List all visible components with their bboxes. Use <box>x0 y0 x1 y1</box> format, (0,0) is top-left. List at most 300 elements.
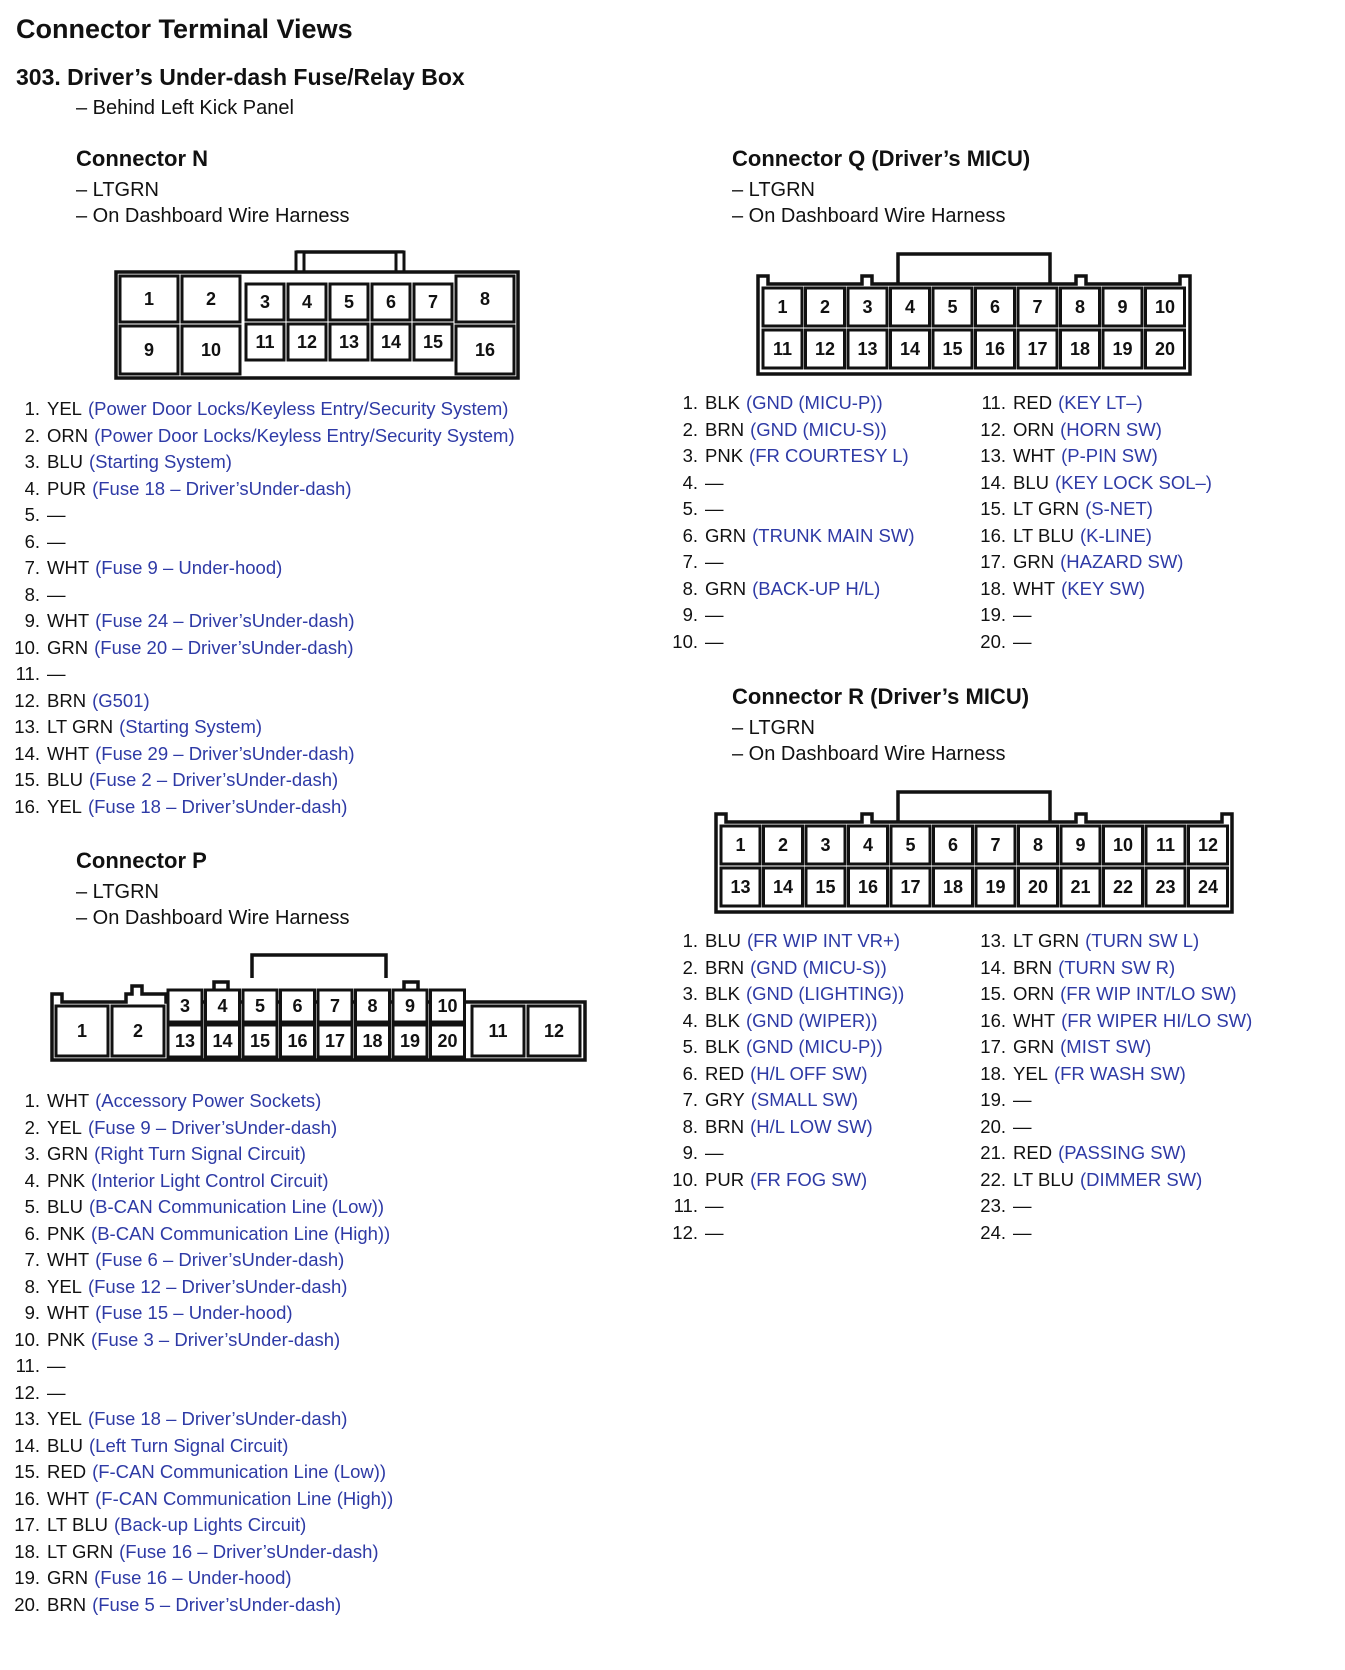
connector-n-cavity <box>456 276 514 322</box>
connector-q-cavity <box>848 288 887 326</box>
pin-number: 15. <box>14 769 40 790</box>
wire-color: RED <box>705 1062 745 1084</box>
cavity-label: 16 <box>984 339 1006 359</box>
wire-color: ORN <box>47 424 89 446</box>
pin-function: (DIMMER SW) <box>1080 1168 1203 1190</box>
pin-function: (Fuse 9 – Under-hood) <box>95 557 283 578</box>
pin-number: 8. <box>682 577 698 599</box>
pin-number: 3. <box>24 1143 40 1164</box>
connector-r-latch <box>898 792 1050 822</box>
pin-number: 4. <box>682 1009 698 1031</box>
cavity-label: 16 <box>287 1031 308 1051</box>
pin-function: (Fuse 9 – Driver’sUnder-dash) <box>87 1116 338 1138</box>
connector-r-pin-row <box>666 930 904 957</box>
section-title: 303. Driver’s Under-dash Fuse/Relay Box <box>16 64 465 90</box>
pin-function: (HAZARD SW) <box>1060 551 1184 572</box>
wire-color: YEL <box>47 398 82 419</box>
connector-q-cavity <box>848 330 887 368</box>
connector-r-cavity <box>1189 868 1228 906</box>
pin-function: (KEY LT–) <box>1058 392 1143 413</box>
connector-q-cavity <box>1103 330 1142 368</box>
cavity-label: 1 <box>735 835 746 855</box>
connector-q-title: Connector Q (Driver’s MICU) <box>732 146 1031 171</box>
wire-color: — <box>1013 604 1032 625</box>
connector-q-diagram <box>758 254 1190 374</box>
cavity-label: 3 <box>179 996 191 1016</box>
connector-p-pin-row <box>8 1567 393 1594</box>
pin-number: 23. <box>980 1195 1006 1216</box>
wire-color: GRN <box>47 1143 89 1164</box>
connector-n-pin-row <box>8 663 515 690</box>
wire-color: YEL <box>1013 1062 1048 1084</box>
cavity-label: 9 <box>404 996 416 1016</box>
wire-color: BLK <box>705 1036 740 1057</box>
connector-n-location: – On Dashboard Wire Harness <box>76 205 350 227</box>
connector-r-cavity <box>764 868 803 906</box>
connector-n-cavity <box>372 324 410 360</box>
connector-p-pin-row <box>8 1329 393 1356</box>
pin-number: 15. <box>14 1461 40 1482</box>
connector-p-cavity <box>356 1025 390 1057</box>
pin-number: 10. <box>672 630 698 652</box>
pin-function: (TRUNK MAIN SW) <box>752 524 915 546</box>
wire-color: PNK <box>47 1222 86 1244</box>
connector-r-pin-row <box>974 1195 1252 1222</box>
connector-q-cavity <box>933 330 972 368</box>
wire-color: — <box>705 1195 724 1216</box>
connector-n-pin-row <box>8 478 515 505</box>
pin-number: 11. <box>981 392 1006 413</box>
wire-color: BLU <box>47 451 83 472</box>
wire-color: — <box>1013 1089 1032 1110</box>
pin-function: (Fuse 29 – Driver’sUnder-dash) <box>95 742 355 764</box>
cavity-label: 14 <box>899 339 921 359</box>
pin-number: 4. <box>24 477 40 499</box>
connector-r-pin-row <box>666 1222 904 1249</box>
connector-r-cavity <box>1146 868 1185 906</box>
connector-n-pin-row <box>8 584 515 611</box>
connector-p-pin-row <box>8 1408 393 1435</box>
pin-function: (F-CAN Communication Line (High)) <box>95 1487 394 1509</box>
connector-q-pin-row <box>974 578 1212 605</box>
pin-function: (GND (LIGHTING)) <box>745 983 905 1004</box>
connector-q-cavity <box>1146 330 1185 368</box>
pin-function: (Interior Light Control Circuit) <box>91 1169 329 1191</box>
connector-r-cavity <box>1104 868 1143 906</box>
pin-number: 24. <box>980 1221 1006 1243</box>
connector-q-pin-row <box>666 472 915 499</box>
cavity-label: 12 <box>543 1021 565 1041</box>
connector-p-pin-row <box>8 1090 393 1117</box>
cavity-label: 11 <box>488 1021 508 1041</box>
connector-p-cavity <box>168 1025 202 1057</box>
pin-function: (Fuse 24 – Driver’sUnder-dash) <box>95 610 355 631</box>
wire-color: BLK <box>705 983 740 1004</box>
connector-r-cavity <box>721 826 760 864</box>
connector-r-pin-row <box>974 1036 1252 1063</box>
pin-function: (Accessory Power Sockets) <box>95 1090 322 1111</box>
section-subtitle: – Behind Left Kick Panel <box>76 97 294 119</box>
wire-color: — <box>47 1381 66 1403</box>
cavity-label: 14 <box>212 1031 233 1051</box>
cavity-label: 4 <box>301 292 313 312</box>
cavity-label: 2 <box>819 297 831 317</box>
pin-number: 3. <box>682 983 698 1004</box>
pin-function: (K-LINE) <box>1080 524 1152 546</box>
pin-number: 18. <box>14 1540 40 1562</box>
pin-function: (GND (MICU-S)) <box>750 418 887 440</box>
pin-number: 6. <box>682 1062 698 1084</box>
wire-color: WHT <box>1013 1009 1056 1031</box>
connector-p-cavity <box>206 990 240 1022</box>
connector-p-cavity <box>393 1025 427 1057</box>
connector-n-pin-row <box>8 743 515 770</box>
pin-function: (B-CAN Communication Line (High)) <box>91 1222 391 1244</box>
wire-color: — <box>705 471 724 493</box>
cavity-label: 1 <box>143 289 155 309</box>
cavity-label: 12 <box>296 332 318 352</box>
cavity-label: 3 <box>259 292 271 312</box>
connector-r-diagram <box>716 792 1232 912</box>
connector-r-cavity <box>934 826 973 864</box>
connector-q-pin-row <box>666 631 915 658</box>
connector-r-cavity <box>1019 868 1058 906</box>
cavity-label: 9 <box>1117 297 1128 317</box>
pin-function: (Right Turn Signal Circuit) <box>94 1143 306 1164</box>
cavity-label: 2 <box>132 1021 144 1041</box>
pin-number: 11. <box>15 663 40 684</box>
pin-number: 15. <box>980 983 1006 1004</box>
pin-number: 9. <box>24 610 40 631</box>
pin-number: 9. <box>682 1142 698 1163</box>
pin-function: (Fuse 3 – Driver’sUnder-dash) <box>91 1328 341 1350</box>
cavity-label: 4 <box>862 835 874 855</box>
connector-r-pin-row <box>974 930 1252 957</box>
wire-color: YEL <box>47 1408 82 1429</box>
wire-color: RED <box>1013 1142 1053 1163</box>
pin-function: (Fuse 18 – Driver’sUnder-dash) <box>92 477 352 499</box>
pin-number: 3. <box>24 451 40 472</box>
connector-n-cavity <box>414 324 452 360</box>
wire-color: PNK <box>47 1328 86 1350</box>
connector-p-cavity <box>281 1025 315 1057</box>
wire-color: — <box>47 663 66 684</box>
connector-q-cavity <box>976 330 1015 368</box>
pin-number: 10. <box>672 1168 698 1190</box>
cavity-label: 19 <box>1112 339 1133 359</box>
wire-color: GRN <box>1013 1036 1055 1057</box>
connector-r-cavity <box>849 868 888 906</box>
cavity-label: 5 <box>343 292 355 312</box>
pin-number: 8. <box>24 1275 40 1297</box>
connector-r-location: – On Dashboard Wire Harness <box>732 743 1006 765</box>
pin-number: 1. <box>24 398 40 419</box>
pin-number: 14. <box>14 742 40 764</box>
pin-number: 12. <box>14 1381 40 1403</box>
connector-p-pin-row <box>8 1435 393 1462</box>
connector-p-title: Connector P <box>76 848 207 873</box>
connector-n-cavity <box>246 284 284 320</box>
cavity-label: 13 <box>174 1031 196 1051</box>
pin-number: 20. <box>980 630 1006 652</box>
pin-number: 5. <box>24 504 40 525</box>
cavity-label: 16 <box>474 340 496 360</box>
pin-function: (Fuse 15 – Under-hood) <box>95 1302 293 1323</box>
connector-q-cavity <box>806 288 845 326</box>
wire-color: GRN <box>47 636 89 658</box>
connector-p-cavity <box>472 1006 524 1056</box>
connector-q-cavity <box>806 330 845 368</box>
wire-color: YEL <box>47 1116 82 1138</box>
wire-color: BRN <box>47 689 87 711</box>
connector-r-color: – LTGRN <box>732 717 815 739</box>
pin-function: (G501) <box>92 689 150 711</box>
pin-number: 2. <box>682 956 698 978</box>
connector-r-pin-row <box>666 1142 904 1169</box>
connector-r-pin-row <box>666 1036 904 1063</box>
pin-function: (FR WASH SW) <box>1053 1062 1186 1084</box>
cavity-label: 8 <box>367 996 378 1016</box>
connector-q-pin-row <box>974 604 1212 631</box>
wire-color: — <box>705 604 724 625</box>
connector-n-cavity <box>246 324 284 360</box>
wire-color: BLK <box>705 392 740 413</box>
pin-number: 7. <box>24 557 40 578</box>
connector-p-pin-row <box>8 1117 393 1144</box>
cavity-label: 14 <box>772 877 794 897</box>
pin-function: (BACK-UP H/L) <box>752 577 881 599</box>
wire-color: BRN <box>705 956 745 978</box>
wire-color: GRN <box>47 1567 89 1588</box>
pin-number: 13. <box>14 716 40 737</box>
connector-n-cavity <box>120 326 178 374</box>
connector-n-cavity <box>182 326 240 374</box>
connector-q-pin-row <box>974 525 1212 552</box>
cavity-label: 14 <box>380 332 402 352</box>
cavity-label: 1 <box>76 1021 88 1041</box>
pin-function: (Fuse 5 – Driver’sUnder-dash) <box>92 1593 342 1615</box>
cavity-label: 20 <box>1154 339 1176 359</box>
connector-r-cavity <box>1104 826 1143 864</box>
connector-n-pin-row <box>8 531 515 558</box>
cavity-label: 5 <box>254 996 266 1016</box>
cavity-label: 20 <box>1027 877 1049 897</box>
connector-p-cavity <box>281 990 315 1022</box>
wire-color: LT GRN <box>47 1540 114 1562</box>
cavity-label: 10 <box>437 996 458 1016</box>
wire-color: WHT <box>47 1249 90 1270</box>
connector-r-title: Connector R (Driver’s MICU) <box>732 684 1030 709</box>
connector-p-cavity <box>243 1025 277 1057</box>
connector-p-header <box>76 848 349 931</box>
cavity-label: 15 <box>422 332 444 352</box>
pin-number: 9. <box>682 604 698 625</box>
pin-number: 3. <box>682 445 698 466</box>
connector-p-cavity <box>318 990 352 1022</box>
connector-r-cavity <box>976 826 1015 864</box>
pin-number: 16. <box>14 795 40 817</box>
pin-number: 14. <box>14 1434 40 1456</box>
wire-color: BLU <box>1013 471 1049 493</box>
connector-r-cavity <box>1019 826 1058 864</box>
connector-q-pin-row <box>974 551 1212 578</box>
connector-n-cavity <box>456 326 514 374</box>
connector-n-pin-row <box>8 557 515 584</box>
wire-color: — <box>1013 630 1032 652</box>
connector-r-pin-row <box>666 1169 904 1196</box>
pin-number: 13. <box>980 930 1006 951</box>
wire-color: PUR <box>705 1168 745 1190</box>
wire-color: — <box>1013 1195 1032 1216</box>
pin-function: (B-CAN Communication Line (Low)) <box>89 1196 385 1217</box>
cavity-label: 17 <box>1027 339 1048 359</box>
pin-number: 1. <box>682 930 698 951</box>
cavity-label: 18 <box>362 1031 383 1051</box>
wire-color: ORN <box>1013 418 1055 440</box>
connector-r-cavity <box>1189 826 1228 864</box>
pin-number: 5. <box>24 1196 40 1217</box>
wire-color: BRN <box>705 1115 745 1137</box>
connector-p-pin-row <box>8 1514 393 1541</box>
pin-number: 14. <box>980 471 1006 493</box>
pin-function: (P-PIN SW) <box>1061 445 1158 466</box>
connector-r-cavity <box>1061 826 1100 864</box>
connector-r-pin-row <box>666 1010 904 1037</box>
cavity-label: 8 <box>1032 835 1044 855</box>
pin-number: 6. <box>24 530 40 552</box>
wire-color: — <box>47 583 66 605</box>
cavity-label: 12 <box>814 339 836 359</box>
pin-number: 16. <box>980 524 1006 546</box>
wire-color: LT BLU <box>1013 1168 1075 1190</box>
connector-p-color: – LTGRN <box>76 881 159 903</box>
wire-color: — <box>705 551 724 572</box>
connector-r-pin-row <box>666 1063 904 1090</box>
cavity-label: 21 <box>1070 877 1091 897</box>
connector-r-pin-row <box>666 1195 904 1222</box>
pin-number: 8. <box>24 583 40 605</box>
cavity-label: 6 <box>385 292 397 312</box>
page-title: Connector Terminal Views <box>16 14 353 44</box>
connector-r-pin-row <box>974 1010 1252 1037</box>
connector-p-cavity <box>393 990 427 1022</box>
connector-p-cavity <box>431 1025 465 1057</box>
connector-p-pin-row <box>8 1276 393 1303</box>
pin-function: (H/L OFF SW) <box>750 1062 868 1084</box>
cavity-label: 13 <box>857 339 878 359</box>
pin-function: (TURN SW L) <box>1085 930 1200 951</box>
connector-p-pin-row <box>8 1170 393 1197</box>
wire-color: LT BLU <box>47 1514 109 1535</box>
connector-q-pin-row <box>666 445 915 472</box>
connector-q-cavity <box>1146 288 1185 326</box>
pin-function: (Starting System) <box>89 451 232 472</box>
wire-color: WHT <box>47 1487 90 1509</box>
pin-number: 4. <box>682 471 698 493</box>
cavity-label: 7 <box>1032 297 1043 317</box>
connector-q-pin-row <box>974 445 1212 472</box>
wire-color: — <box>1013 1221 1032 1243</box>
pin-number: 12. <box>980 418 1006 440</box>
connector-p-pin-row <box>8 1196 393 1223</box>
connector-r-cavity <box>849 826 888 864</box>
connector-p-pin-row <box>8 1382 393 1409</box>
pin-number: 9. <box>24 1302 40 1323</box>
pin-number: 2. <box>24 1116 40 1138</box>
pin-number: 19. <box>980 604 1006 625</box>
cavity-label: 19 <box>985 877 1006 897</box>
connector-p-cavity <box>168 990 202 1022</box>
pin-function: (FR FOG SW) <box>750 1168 868 1190</box>
connector-p-cavity <box>243 990 277 1022</box>
wire-color: GRN <box>705 577 747 599</box>
wire-color: GRY <box>705 1089 745 1110</box>
connector-p-latch <box>252 955 386 978</box>
pin-number: 17. <box>980 551 1006 572</box>
pin-function: (Back-up Lights Circuit) <box>114 1514 307 1535</box>
connector-n-pin-row <box>8 690 515 717</box>
cavity-label: 3 <box>862 297 873 317</box>
pin-function: (Fuse 16 – Under-hood) <box>94 1567 292 1588</box>
connector-n-pin-row <box>8 769 515 796</box>
wire-color: BRN <box>705 418 745 440</box>
connector-q-pin-row <box>666 419 915 446</box>
pin-number: 20. <box>14 1593 40 1615</box>
cavity-label: 19 <box>399 1031 421 1051</box>
pin-number: 1. <box>24 1090 40 1111</box>
connector-r-cavity <box>1146 826 1185 864</box>
cavity-label: 18 <box>942 877 964 897</box>
cavity-label: 7 <box>427 292 439 312</box>
connector-n-cavity <box>182 276 240 322</box>
pin-number: 5. <box>682 1036 698 1057</box>
wire-color: LT GRN <box>1013 930 1080 951</box>
connector-n-cavity <box>414 284 452 320</box>
wire-color: BRN <box>1013 956 1053 978</box>
cavity-label: 15 <box>942 339 963 359</box>
connector-p-cavity <box>528 1006 580 1056</box>
wire-color: GRN <box>1013 551 1055 572</box>
connector-r-cavity <box>1061 868 1100 906</box>
pin-number: 12. <box>14 689 40 711</box>
pin-function: (Fuse 18 – Driver’sUnder-dash) <box>87 795 348 817</box>
connector-n-title: Connector N <box>76 146 208 171</box>
pin-number: 21. <box>980 1142 1006 1163</box>
connector-n-cavity <box>330 284 368 320</box>
connector-r-cavity <box>934 868 973 906</box>
pin-function: (FR WIPER HI/LO SW) <box>1061 1009 1253 1031</box>
connector-r-cavity <box>891 868 930 906</box>
connector-q-pin-row <box>974 392 1212 419</box>
connector-p-cavity <box>318 1025 352 1057</box>
connector-q-cavity <box>891 288 930 326</box>
pin-function: (GND (MICU-P)) <box>745 1036 883 1057</box>
cavity-label: 23 <box>1155 877 1176 897</box>
wire-color: YEL <box>47 1275 82 1297</box>
wire-color: — <box>47 530 66 552</box>
wire-color: ORN <box>1013 983 1055 1004</box>
wire-color: BLU <box>705 930 741 951</box>
cavity-label: 15 <box>815 877 836 897</box>
wire-color: BLK <box>705 1009 740 1031</box>
connector-n-cavity <box>288 284 326 320</box>
wire-color: RED <box>47 1461 87 1482</box>
pin-function: (FR WIP INT/LO SW) <box>1060 983 1237 1004</box>
cavity-label: 9 <box>143 340 155 360</box>
cavity-label: 6 <box>947 835 959 855</box>
wire-color: — <box>705 630 724 652</box>
cavity-label: 18 <box>1069 339 1091 359</box>
